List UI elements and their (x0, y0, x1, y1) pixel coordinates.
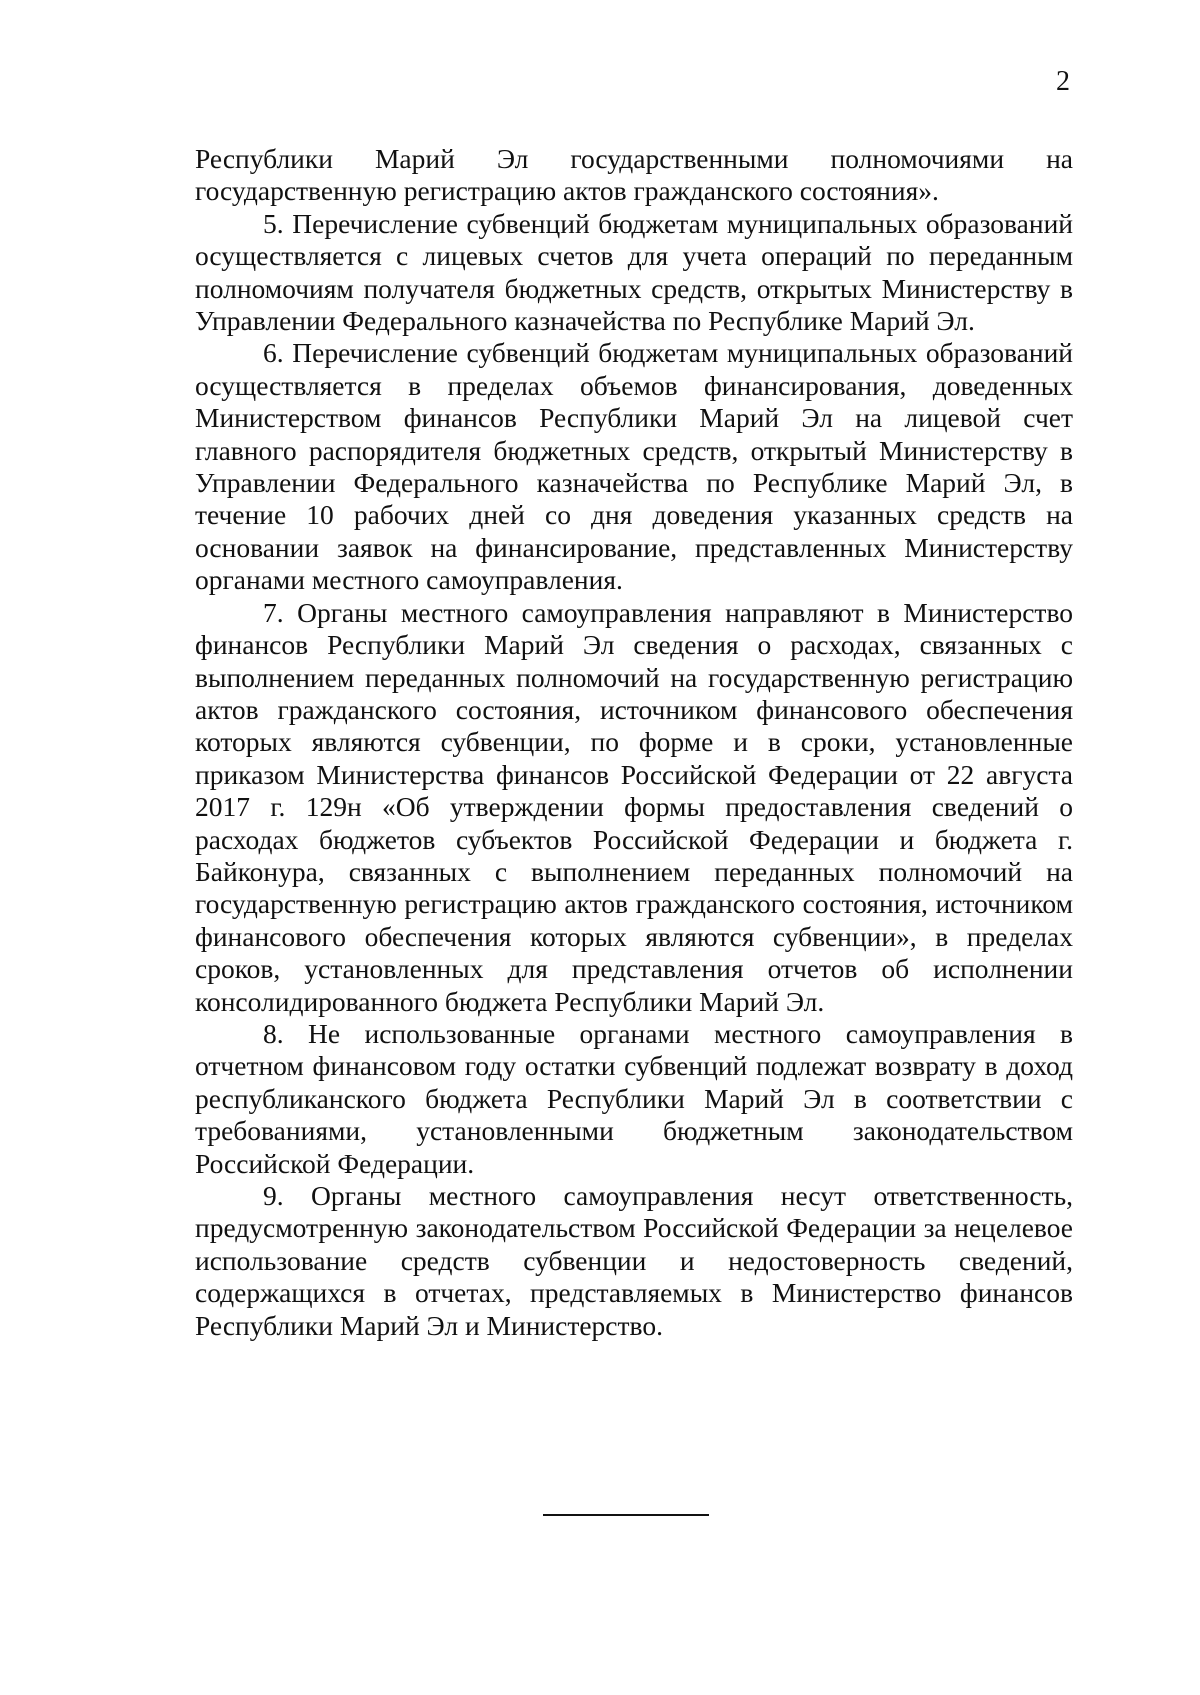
paragraph-item-9: 9. Органы местного самоуправления несут ответственность, предусмотренную законодательством Российской Федерации за нецелевое использование средств субвенции и недостоверность сведений, содержащихся в отчетах, представляемых в Министерство финансов Республики Марий Эл и Министерство. (195, 1180, 1073, 1341)
paragraph-continuation: Республики Марий Эл государственными полномочиями на государственную регистрацию актов гражданского состояния». (195, 143, 1073, 207)
paragraph-item-7: 7. Органы местного самоуправления направляют в Министерство финансов Республики Марий Эл сведения о расходах, связанных с выполнением переданных полномочий на государственную регистрацию актов гражданского состояния, источником финансового обеспечения которых являются субвенции, по форме и в сроки, установленные приказом Министерства финансов Российской Федерации от 22 августа 2017 г. 129н «Об утверждении формы предоставления сведений о расходах бюджетов субъектов Российской Федерации и бюджета г. Байконура, связанных с выполнением переданных полномочий на государственную регистрацию актов гражданского состояния, источником финансового обеспечения которых являются субвенции», в пределах сроков, установленных для представления отчетов об исполнении консолидированного бюджета Республики Марий Эл. (195, 596, 1073, 1017)
end-of-document-rule (543, 1514, 709, 1516)
page-number: 2 (1056, 66, 1070, 97)
paragraph-item-5: 5. Перечисление субвенций бюджетам муниципальных образований осуществляется с лицевых счетов для учета операций по переданным полномочиям получателя бюджетных средств, открытых Министерству в Управлении Федерального казначейства по Республике Марий Эл. (195, 207, 1073, 337)
document-body (195, 143, 1073, 1342)
paragraph-item-6: 6. Перечисление субвенций бюджетам муниципальных образований осуществляется в пределах объемов финансирования, доведенных Министерством финансов Республики Марий Эл на лицевой счет главного распорядителя бюджетных средств, открытый Министерству в Управлении Федерального казначейства по Республике Марий Эл, в течение 10 рабочих дней со дня доведения указанных средств на основании заявок на финансирование, представленных Министерству органами местного самоуправления. (195, 337, 1073, 596)
paragraph-item-8: 8. Не использованные органами местного самоуправления в отчетном финансовом году остатки субвенций подлежат возврату в доход республиканского бюджета Республики Марий Эл в соответствии с требованиями, установленными бюджетным законодательством Российской Федерации. (195, 1017, 1073, 1179)
